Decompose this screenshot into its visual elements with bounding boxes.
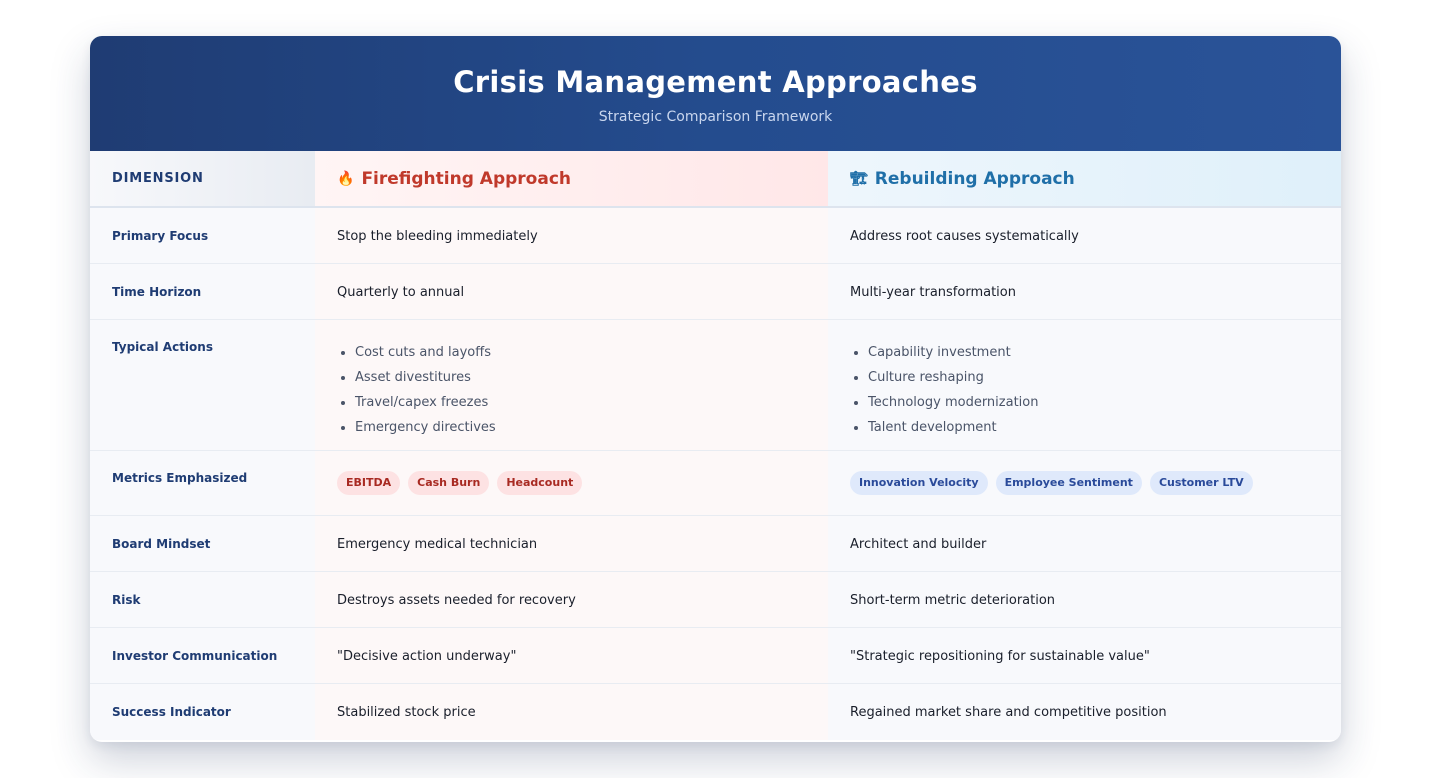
row-label: Investor Communication xyxy=(90,628,315,683)
metric-badge: Innovation Velocity xyxy=(850,471,988,495)
firefighting-cell: Stabilized stock price xyxy=(315,684,828,740)
table-row-primary-focus xyxy=(90,208,1341,264)
firefighting-cell xyxy=(315,320,828,450)
page-subtitle: Strategic Comparison Framework xyxy=(598,109,833,125)
list-item: Asset divestitures xyxy=(337,365,828,390)
list-item: Capability investment xyxy=(850,340,1341,365)
metric-badge: EBITDA xyxy=(337,471,400,495)
row-label: Typical Actions xyxy=(90,320,315,450)
rebuilding-cell xyxy=(828,451,1341,515)
firefighting-cell: "Decisive action underway" xyxy=(315,628,828,683)
list-item: Culture reshaping xyxy=(850,365,1341,390)
column-header-rebuilding-label: Rebuilding Approach xyxy=(874,168,1075,189)
firefighting-cell xyxy=(315,451,828,515)
list-item: Emergency directives xyxy=(337,415,828,440)
list-item: Travel/capex freezes xyxy=(337,390,828,415)
list-item: Talent development xyxy=(850,415,1341,440)
metric-badge: Customer LTV xyxy=(1150,471,1253,495)
construction-icon: 🏗 xyxy=(850,170,868,187)
list-item: Cost cuts and layoffs xyxy=(337,340,828,365)
comparison-card xyxy=(90,36,1341,742)
metric-badge: Cash Burn xyxy=(408,471,489,495)
metric-badge: Headcount xyxy=(497,471,582,495)
table-row-investor-communication xyxy=(90,628,1341,684)
column-header-rebuilding xyxy=(828,151,1341,206)
firefighting-cell: Destroys assets needed for recovery xyxy=(315,572,828,627)
rebuilding-actions-list xyxy=(850,340,1341,440)
page-title: Crisis Management Approaches xyxy=(453,65,978,99)
table-row-typical-actions xyxy=(90,320,1341,451)
rebuilding-cell: Address root causes systematically xyxy=(828,208,1341,263)
table-row-risk xyxy=(90,572,1341,628)
rebuilding-cell: Short-term metric deterioration xyxy=(828,572,1341,627)
table-row-metrics-emphasized xyxy=(90,451,1341,516)
row-label: Primary Focus xyxy=(90,208,315,263)
row-label: Risk xyxy=(90,572,315,627)
firefighting-actions-list xyxy=(337,340,828,440)
column-header-dimension: DIMENSION xyxy=(90,151,315,206)
rebuilding-cell: Regained market share and competitive position xyxy=(828,684,1341,740)
fire-icon: 🔥 xyxy=(337,170,355,187)
table-row-board-mindset xyxy=(90,516,1341,572)
table-row-time-horizon xyxy=(90,264,1341,320)
metric-badge: Employee Sentiment xyxy=(996,471,1142,495)
firefighting-cell: Emergency medical technician xyxy=(315,516,828,571)
rebuilding-cell xyxy=(828,320,1341,450)
row-label: Metrics Emphasized xyxy=(90,451,315,515)
rebuilding-cell: Architect and builder xyxy=(828,516,1341,571)
rebuilding-cell: Multi-year transformation xyxy=(828,264,1341,319)
column-header-row xyxy=(90,151,1341,208)
column-header-firefighting-label: Firefighting Approach xyxy=(361,168,572,189)
card-header xyxy=(90,36,1341,151)
list-item: Technology modernization xyxy=(850,390,1341,415)
firefighting-cell: Stop the bleeding immediately xyxy=(315,208,828,263)
table-row-success-indicator xyxy=(90,684,1341,740)
rebuilding-cell: "Strategic repositioning for sustainable value" xyxy=(828,628,1341,683)
column-header-firefighting xyxy=(315,151,828,206)
row-label: Time Horizon xyxy=(90,264,315,319)
row-label: Board Mindset xyxy=(90,516,315,571)
row-label: Success Indicator xyxy=(90,684,315,740)
firefighting-cell: Quarterly to annual xyxy=(315,264,828,319)
